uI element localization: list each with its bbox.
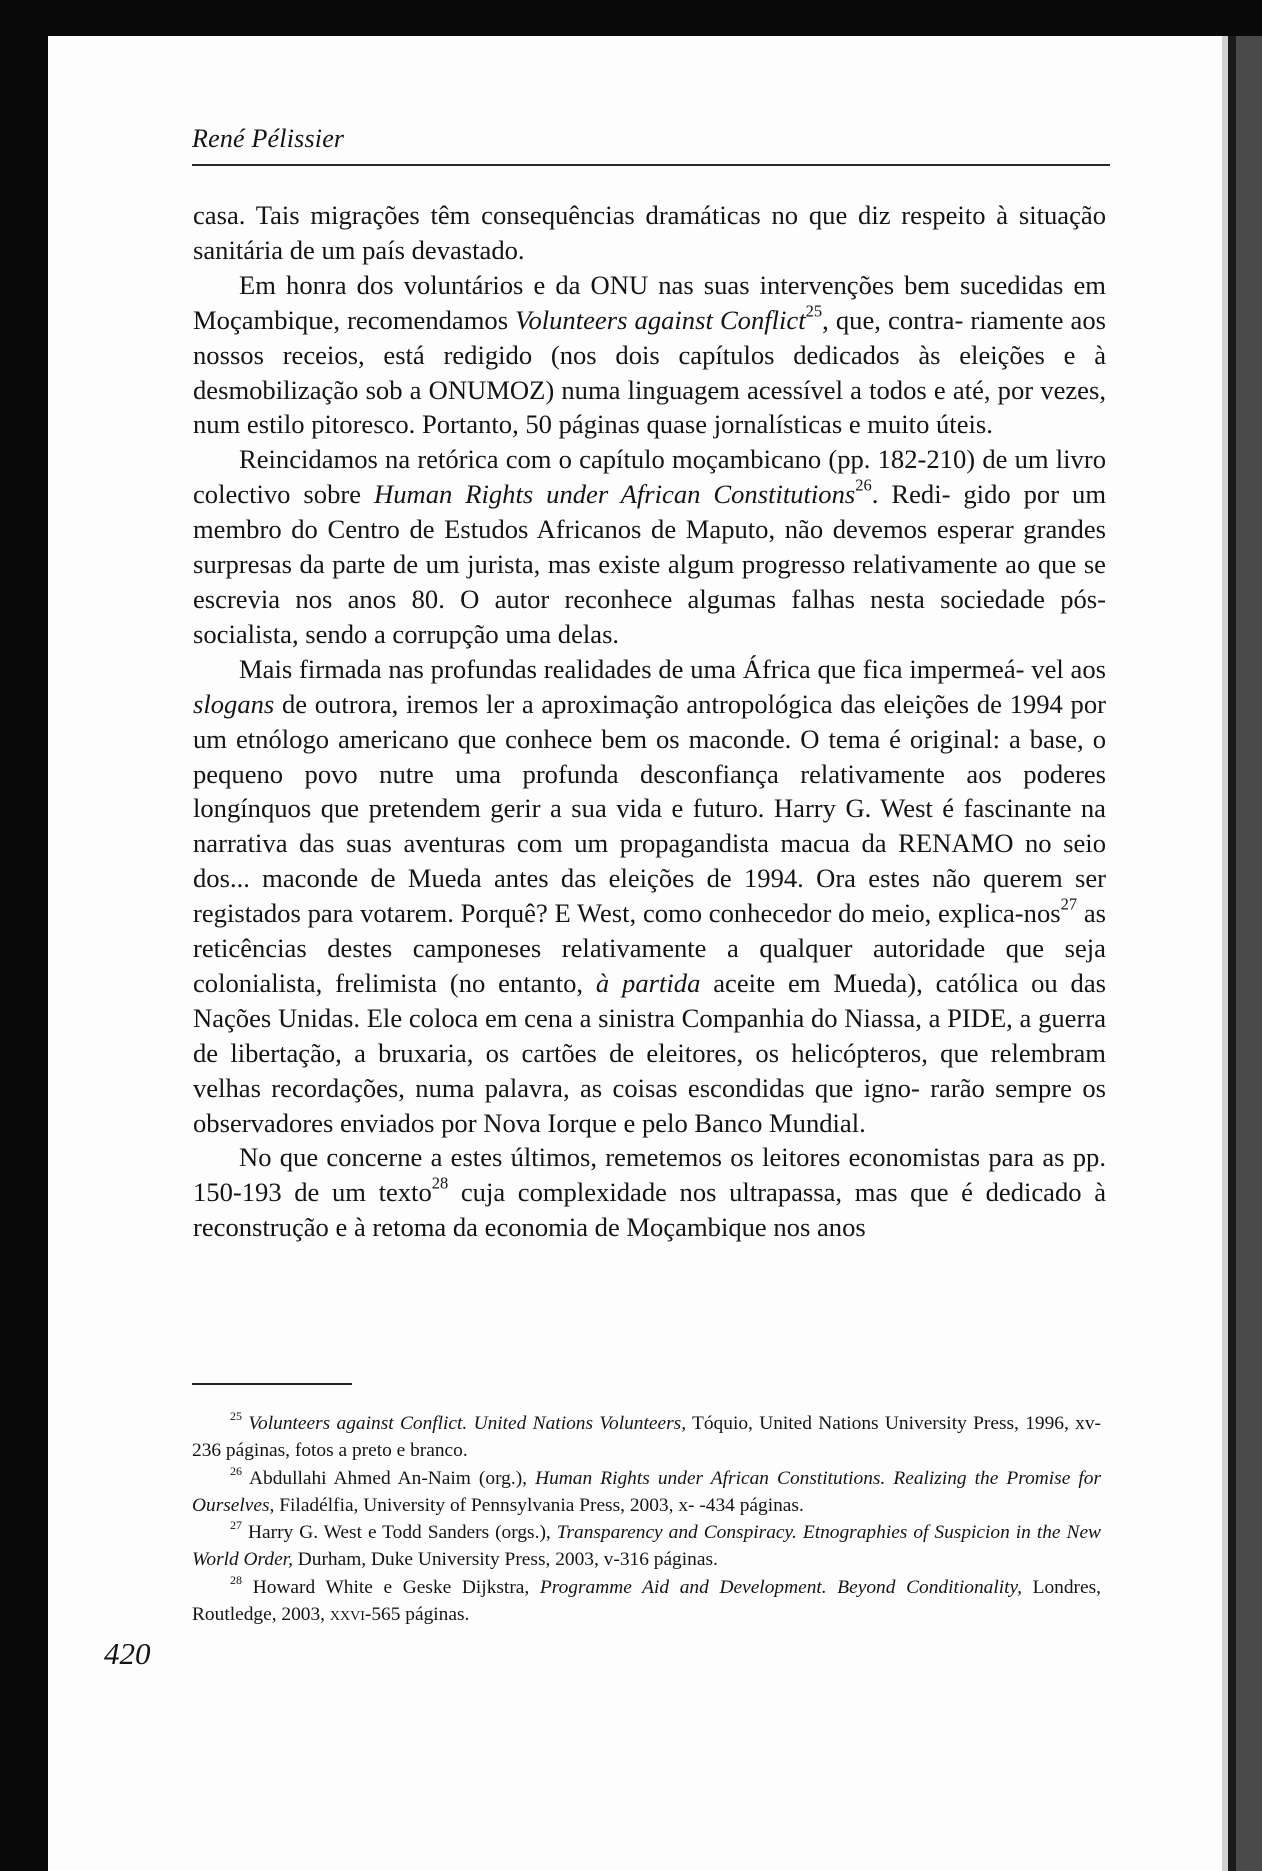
- text-run: Durham, Duke University Press, 2003, v-316 páginas.: [292, 1549, 718, 1571]
- text-run: Em honra dos voluntários e da ONU nas suas intervenções bem sucedidas em Moçambique, recomendamos: [193, 269, 1106, 335]
- text-run: , que, contra- riamente aos nossos receios, está redigido (nos dois capítulos dedicados às eleições e à desmobilização sob a ONUMOZ) numa linguagem acessível a todos e até, por vezes, num estilo pitoresco. Portanto, 50 páginas quase jornalísticas e muito úteis.: [193, 304, 1106, 440]
- footnote-ref: 26: [855, 475, 872, 495]
- footnote-number: 28: [230, 1572, 243, 1587]
- italic-title: Volunteers against Conflict: [515, 304, 806, 335]
- italic-title: à partida: [595, 967, 701, 998]
- text-run: Londres, Routledge, 2003,: [192, 1576, 1101, 1626]
- footnote-number: 26: [230, 1463, 243, 1478]
- text-run: Harry G. West e Todd Sanders (orgs.),: [248, 1522, 557, 1544]
- page-edge-shadow: [1222, 36, 1262, 1871]
- text-run: Filadélfia, University of Pennsylvania Press, 2003, x- -434 páginas.: [274, 1494, 804, 1516]
- footnote-ref: 27: [1060, 894, 1078, 914]
- footnote: [192, 1410, 1101, 1465]
- text-run: Reincidamos na retórica com o capítulo moçambicano (pp. 182-210) de um livro colectivo sobre: [193, 444, 1106, 510]
- italic-title: Human Rights under African Constitutions: [373, 479, 856, 510]
- text-run: No que concerne a estes últimos, remetemos os leitores economistas para as pp. 150-193 de um texto: [193, 1142, 1106, 1208]
- footnote: [192, 1574, 1101, 1629]
- text-run: as reticências destes camponeses relativamente a qualquer autoridade que seja colonialista, frelimista (no entanto,: [193, 898, 1106, 998]
- body-text: [193, 198, 1106, 1245]
- small-caps-text: xxvi: [329, 1604, 365, 1626]
- text-run: . Redi- gido por um membro do Centro de Estudos Africanos de Maputo, não devemos esperar grandes surpresas da parte de um jurista, mas existe algum progresso relativamente ao que se escrevia nos anos 80. O autor reconhece algumas falhas nesta sociedade pós-socialista, sendo a corrupção uma delas.: [193, 479, 1106, 649]
- paragraph: [193, 442, 1106, 651]
- paragraph: [193, 198, 1106, 268]
- footnotes: [192, 1410, 1101, 1628]
- text-run: de outrora, iremos ler a aproximação antropológica das eleições de 1994 por um etnólogo americano que conhece bem os maconde. O tema é original: a base, o pequeno povo nutre uma profunda desconfiança relativamente aos poderes longínquos que pretendem gerir a sua vida e futuro. Harry G. West é fascinante na narrativa das suas aventuras com um propagandista macua da RENAMO no seio dos... maconde de Mueda antes das eleições de 1994. Ora estes não querem ser registados para votarem. Porquê? E West, como conhecedor do meio, explica-nos: [193, 688, 1106, 929]
- paragraph: [193, 268, 1106, 443]
- italic-title: Human Rights under African Constitutions. Realizing the Promise for Ourselves,: [192, 1467, 1102, 1516]
- footnote-ref: 25: [805, 301, 823, 321]
- italic-title: Transparency and Conspiracy. Etnographies of Suspicion in the New World Order,: [192, 1522, 1101, 1571]
- running-head: René Pélissier: [192, 124, 345, 153]
- page-number: 420: [104, 1636, 151, 1671]
- footnote-separator: [192, 1383, 352, 1385]
- text-run: Howard White e Geske Dijkstra,: [252, 1576, 540, 1598]
- text-run: Tóquio, United Nations University Press, 1996, xv-236 páginas, fotos a preto e branco.: [192, 1413, 1101, 1462]
- text-run: -565 páginas.: [364, 1604, 470, 1626]
- text-run: aceite em Mueda), católica ou das Nações Unidas. Ele coloca em cena a sinistra Companhia do Niassa, a PIDE, a guerra de libertação, a bruxaria, os cartões de eleitores, os helicópteros, que relembram velhas recordações, numa palavra, as coisas escondidas que igno- rarão sempre os observadores enviados por Nova Iorque e pelo Banco Mundial.: [193, 967, 1106, 1138]
- text-run: Mais firmada nas profundas realidades de uma África que fica impermeá- vel aos: [239, 653, 1106, 684]
- paragraph: [193, 1140, 1106, 1245]
- footnote: [192, 1465, 1101, 1520]
- italic-title: Programme Aid and Development. Beyond Conditionality,: [539, 1576, 1022, 1598]
- footnote-number: 25: [230, 1408, 243, 1423]
- paragraph: [193, 652, 1106, 1141]
- text-run: casa. Tais migrações têm consequências dramáticas no que diz respeito à situação sanitária de um país devastado.: [193, 200, 1106, 265]
- italic-title: Volunteers against Conflict. United Nations Volunteers,: [248, 1413, 687, 1434]
- footnote-number: 27: [230, 1518, 243, 1533]
- italic-title: slogans: [193, 688, 275, 719]
- text-run: cuja complexidade nos ultrapassa, mas que é dedicado à reconstrução e à retoma da economia de Moçambique nos anos: [193, 1177, 1106, 1243]
- footnote: [192, 1519, 1101, 1574]
- text-run: Abdullahi Ahmed An-Naim (org.),: [249, 1467, 536, 1489]
- footnote-ref: 28: [431, 1174, 449, 1194]
- header-rule: [192, 164, 1110, 166]
